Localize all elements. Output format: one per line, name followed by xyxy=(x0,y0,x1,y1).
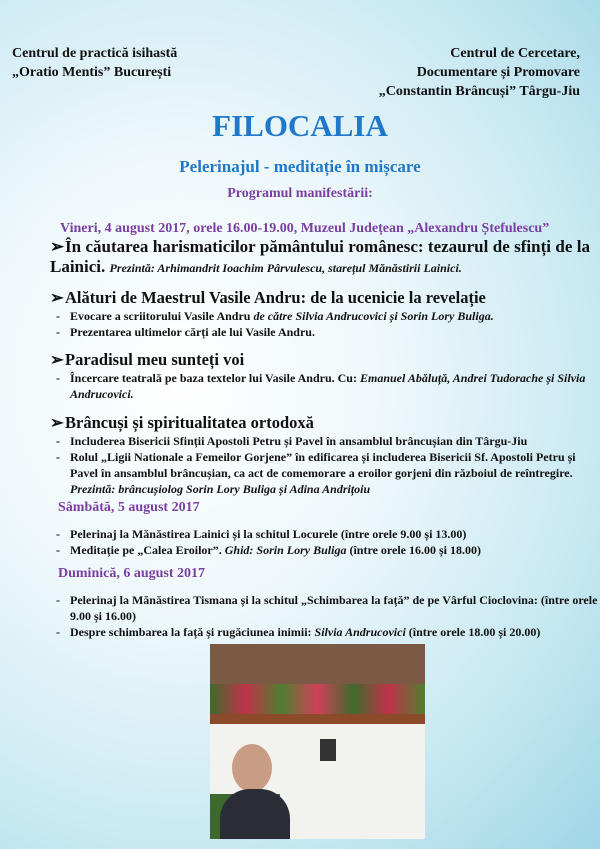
section-4 xyxy=(50,413,595,497)
section-2 xyxy=(50,288,595,340)
heading-text: Alături de Maestrul Vasile Andru: de la ucenicie la revelație xyxy=(65,288,486,307)
list-item xyxy=(50,370,595,402)
item-text: (între orele 16.00 și 18.00) xyxy=(346,543,481,557)
list-item xyxy=(50,433,595,449)
organizer-right-line: „Constantin Brâncuși” Târgu-Jiu xyxy=(378,84,580,99)
organizer-right xyxy=(379,44,580,101)
item-italic: de către Silvia Andrucovici și Sorin Lory Buliga. xyxy=(253,309,494,323)
arrow-bullet-icon: ➢ xyxy=(50,413,64,432)
item-italic: Prezintă: brâncușiolog Sorin Lory Buliga și Adina Andrițoiu xyxy=(70,482,371,496)
page-title: FILOCALIA xyxy=(212,108,388,143)
flower-balcony xyxy=(210,684,425,714)
day-heading: Vineri, 4 august 2017, orele 16.00-19.00, Muzeul Județean „Alexandru Ștefulescu” xyxy=(60,221,550,236)
item-text: Despre schimbarea la față și rugăciunea inimii: xyxy=(70,625,315,639)
organizer-left xyxy=(12,44,177,82)
item-text: Prezentarea ultimelor cărți ale lui Vasile Andru. xyxy=(70,325,315,339)
item-text: Includerea Bisericii Sfinții Apostoli Petru și Pavel în ansamblul brâncușian din Târgu-Jiu xyxy=(70,434,528,448)
organizer-right-line: Centrul de Cercetare, xyxy=(450,46,580,61)
list-item xyxy=(50,449,595,497)
list-item xyxy=(50,542,598,558)
monastery-photo xyxy=(210,644,425,839)
section-heading xyxy=(50,237,590,278)
program-label: Programul manifestării: xyxy=(227,186,373,201)
subtitle: Pelerinajul - meditație în mișcare xyxy=(179,157,421,176)
list-item xyxy=(50,592,598,624)
arrow-bullet-icon: ➢ xyxy=(50,350,64,369)
item-text: Evocare a scriitorului Vasile Andru xyxy=(70,309,254,323)
item-italic: Ghid: Sorin Lory Buliga xyxy=(224,543,347,557)
item-text: Meditație pe „Calea Eroilor”. xyxy=(70,543,225,557)
organizer-left-line: „Oratio Mentis” București xyxy=(12,65,172,80)
section-heading xyxy=(50,413,595,433)
balcony-beam xyxy=(210,714,425,724)
person-face xyxy=(232,744,272,792)
arrow-bullet-icon: ➢ xyxy=(50,237,65,256)
list-item xyxy=(50,324,595,340)
item-text: (între orele 18.00 și 20.00) xyxy=(405,625,541,639)
item-text: Pelerinaj la Mănăstirea Tismana și la schitul „Schimbarea la față” de pe Vârful Cioclovina: (între orele 9.00 și 16.00) xyxy=(70,593,598,623)
item-italic: Silvia Andrucovici xyxy=(314,625,406,639)
organizer-right-line: Documentare și Promovare xyxy=(416,65,580,80)
section-heading xyxy=(50,288,595,308)
friday-date xyxy=(60,219,600,237)
item-text: Încercare teatrală pe baza textelor lui Vasile Andru. Cu: xyxy=(70,371,360,385)
heading-text: Paradisul meu sunteți voi xyxy=(65,350,245,369)
presenter: Prezintă: Arhimandrit Ioachim Pârvulescu, starețul Mănăstirii Lainici. xyxy=(109,261,462,275)
person-body xyxy=(220,789,290,839)
item-text: Rolul „Ligii Nationale a Femeilor Gorjene” în edificarea și includerea Bisericii Sf. Apostoli Petru și Pavel în ansamblul brâncușian, ca act de comemorare a eroilor gorjeni din războiul de reîntregire. xyxy=(70,450,576,480)
item-italic: Emanuel Abăluță, Andrei Tudorache și Silvia Andrucovici. xyxy=(70,371,586,401)
saturday xyxy=(58,500,598,558)
item-text: Pelerinaj la Mănăstirea Lainici și la schitul Locurele (între orele 9.00 și 13.00) xyxy=(70,527,467,541)
heading-text: În căutarea harismaticilor pământului românesc: tezaurul de sfinți de la Lainici. xyxy=(50,237,590,276)
heading-text: Brâncuși și spiritualitatea ortodoxă xyxy=(65,413,314,432)
list-item xyxy=(50,526,598,542)
day-heading: Sâmbătă, 5 august 2017 xyxy=(58,500,200,515)
sunday xyxy=(58,566,598,640)
day-heading: Duminică, 6 august 2017 xyxy=(58,566,206,581)
window xyxy=(320,739,336,761)
list-item xyxy=(50,624,598,640)
list-item xyxy=(50,308,595,324)
organizer-left-line: Centrul de practică isihastă xyxy=(12,46,178,61)
section-3 xyxy=(50,350,595,402)
arrow-bullet-icon: ➢ xyxy=(50,288,64,307)
section-heading xyxy=(50,350,595,370)
section-1 xyxy=(50,237,590,278)
